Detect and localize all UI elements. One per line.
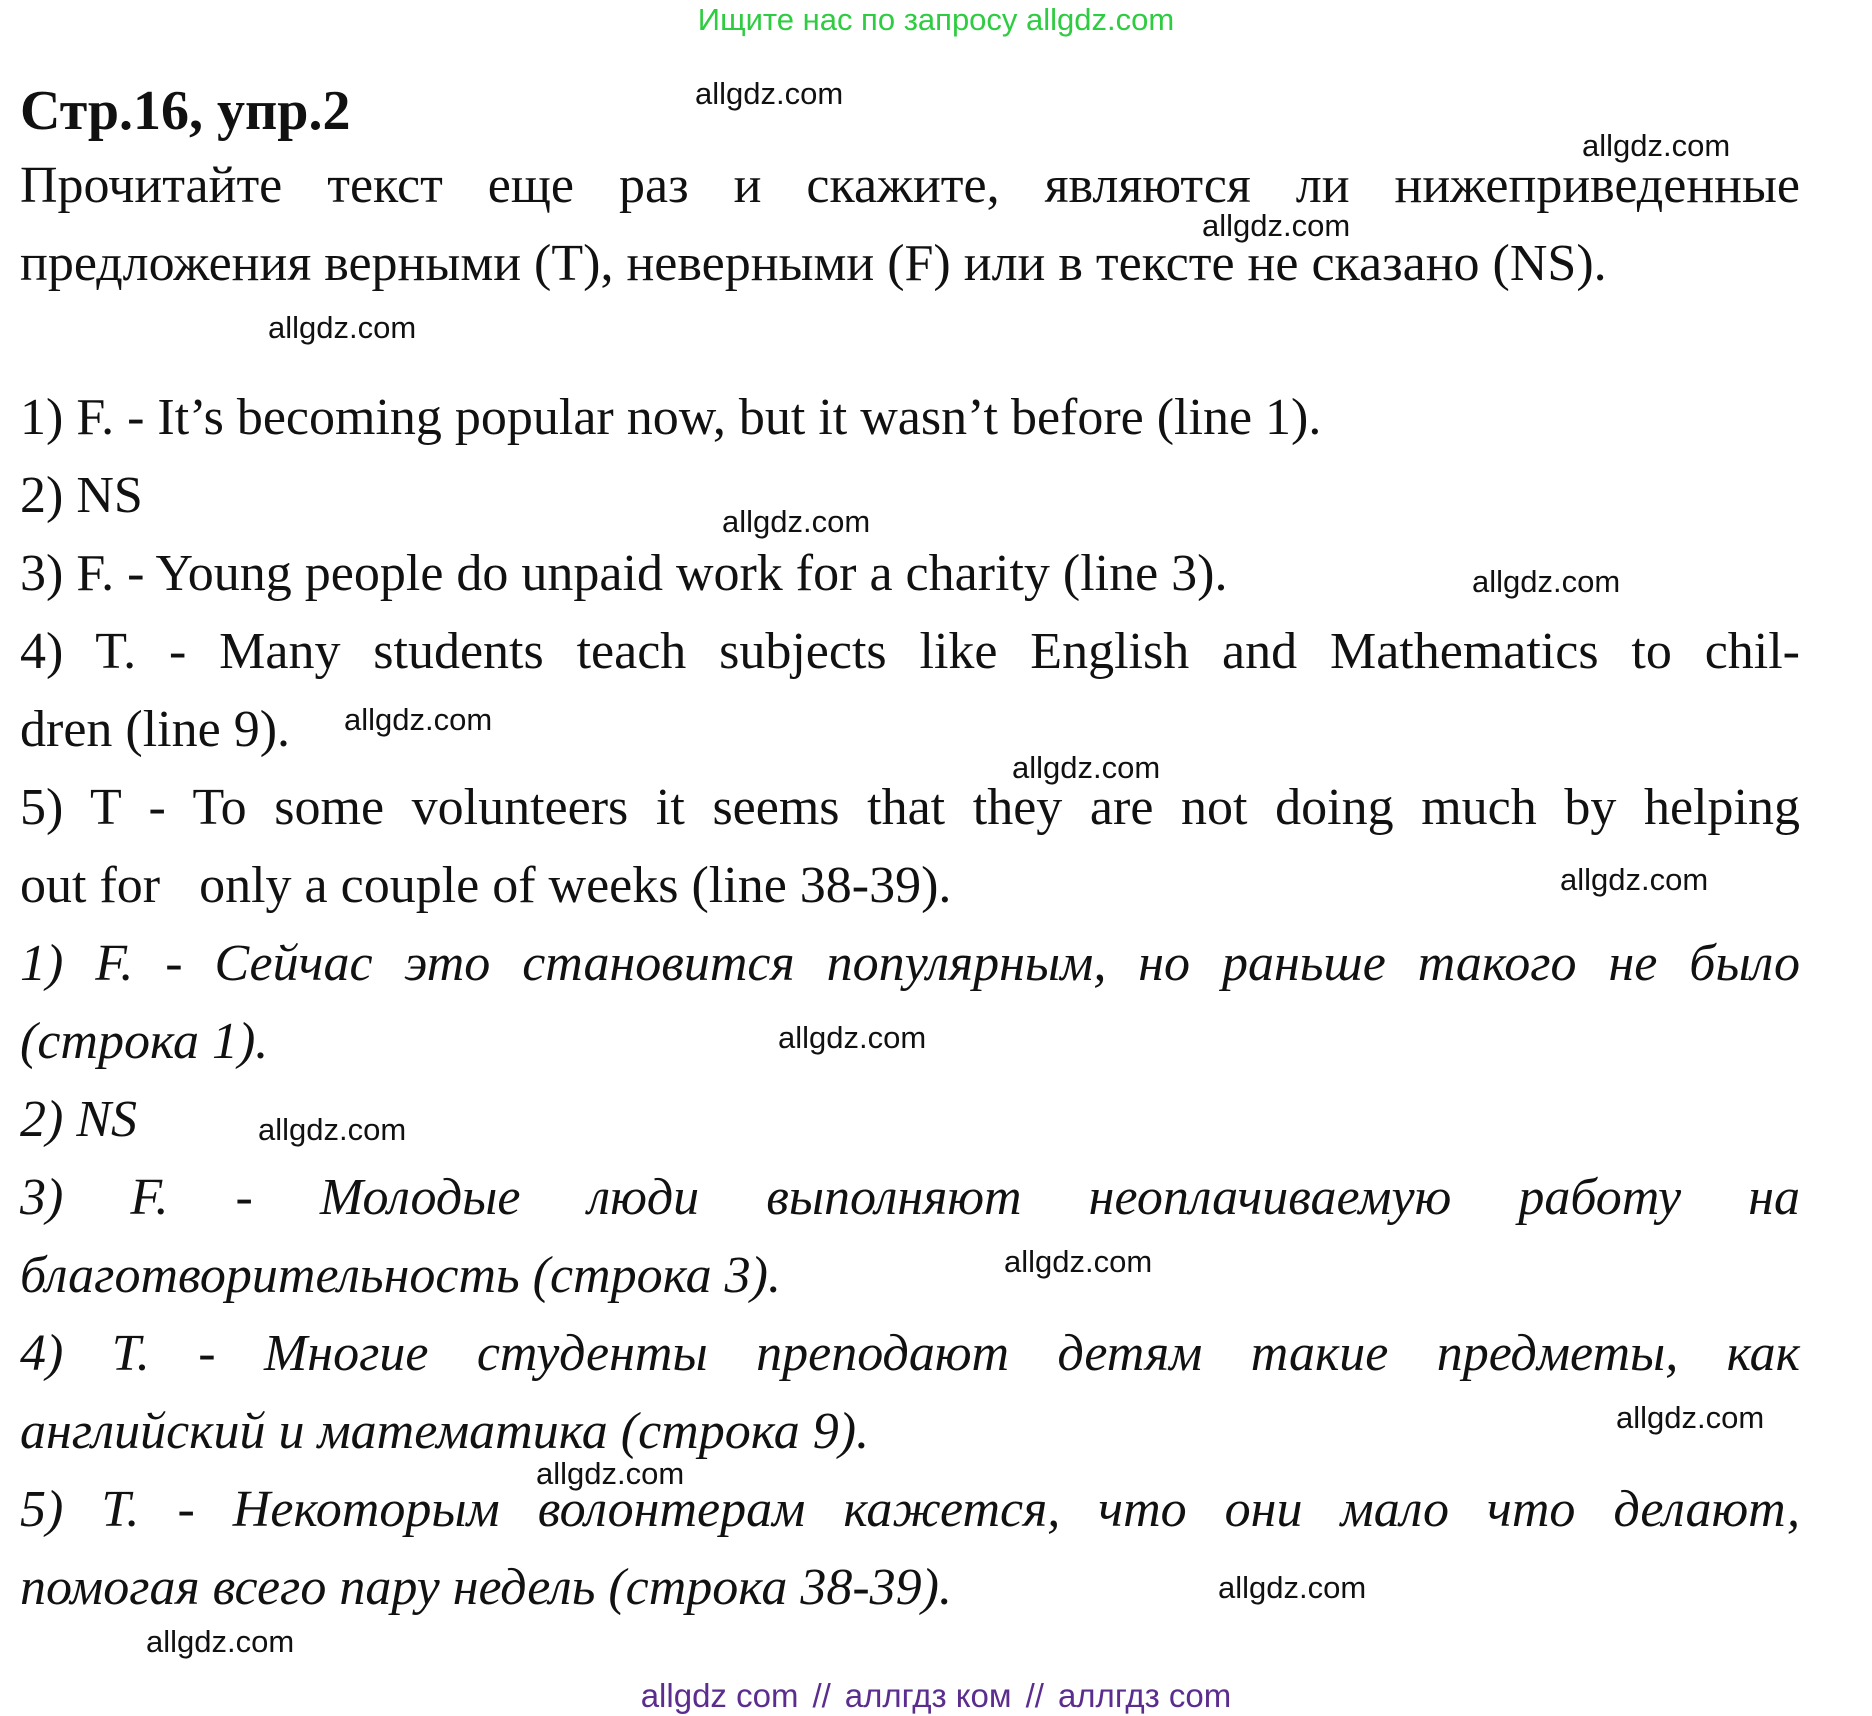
watermark: allgdz.com — [1582, 128, 1731, 163]
footer-separator: // — [1025, 1677, 1044, 1714]
answer-ru-line: 2) NS — [20, 1091, 137, 1148]
answer-en-line: out for only a couple of weeks (line 38-39). — [20, 857, 952, 914]
watermark: allgdz.com — [536, 1456, 685, 1491]
answer-en-line: 4) T. - Many students teach subjects like English and Mathematics to chil- — [20, 623, 1800, 680]
answer-ru-line: 4) T. - Многие студенты преподают детям такие предметы, как — [20, 1325, 1800, 1382]
answer-en-line: 1) F. - It’s becoming popular now, but it wasn’t before (line 1). — [20, 389, 1322, 446]
watermark: allgdz.com — [146, 1624, 295, 1659]
answer-ru-line: (строка 1). — [20, 1013, 269, 1070]
top-banner[interactable]: Ищите нас по запросу allgdz.com — [697, 2, 1175, 37]
answer-ru-line: 5) T. - Некоторым волонтерам кажется, что они мало что делают, — [20, 1481, 1800, 1538]
watermark: allgdz.com — [1202, 208, 1351, 243]
footer — [0, 1676, 1872, 1716]
footer-link[interactable]: allgdz com — [640, 1677, 799, 1714]
watermark: allgdz.com — [778, 1020, 927, 1055]
answer-ru-line: благотворительность (строка 3). — [20, 1247, 781, 1304]
watermark: allgdz.com — [1012, 750, 1161, 785]
watermark: allgdz.com — [268, 310, 417, 345]
page-title: Стр.16, упр.2 — [20, 80, 351, 142]
footer-separator: // — [812, 1677, 831, 1714]
answer-en-line: 3) F. - Young people do unpaid work for a charity (line 3). — [20, 545, 1228, 602]
watermark: allgdz.com — [695, 76, 844, 111]
watermark: allgdz.com — [1560, 862, 1709, 897]
footer-link[interactable]: аллгдз com — [1057, 1677, 1232, 1714]
footer-link[interactable]: аллгдз ком — [844, 1677, 1012, 1714]
answer-en-line: dren (line 9). — [20, 701, 291, 758]
watermark: allgdz.com — [1218, 1570, 1367, 1605]
answer-ru-line: 3) F. - Молодые люди выполняют неоплачиваемую работу на — [20, 1169, 1800, 1226]
answer-en-line: 5) T - To some volunteers it seems that they are not doing much by helping — [20, 779, 1800, 836]
watermark: allgdz.com — [258, 1112, 407, 1147]
answer-ru-line: помогая всего пару недель (строка 38-39). — [20, 1559, 952, 1616]
watermark: allgdz.com — [1616, 1400, 1765, 1435]
answer-ru-line: 1) F. - Сейчас это становится популярным, но раньше такого не было — [20, 935, 1800, 992]
answer-en-line: 2) NS — [20, 467, 143, 524]
answer-ru-line: английский и математика (строка 9). — [20, 1403, 870, 1460]
watermark: allgdz.com — [722, 504, 871, 539]
instruction-line: Прочитайте текст еще раз и скажите, являются ли нижеприведенные — [20, 157, 1800, 214]
watermark: allgdz.com — [1004, 1244, 1153, 1279]
watermark: allgdz.com — [344, 702, 493, 737]
watermark: allgdz.com — [1472, 564, 1621, 599]
instruction-line: предложения верными (T), неверными (F) или в тексте не сказано (NS). — [20, 235, 1607, 292]
